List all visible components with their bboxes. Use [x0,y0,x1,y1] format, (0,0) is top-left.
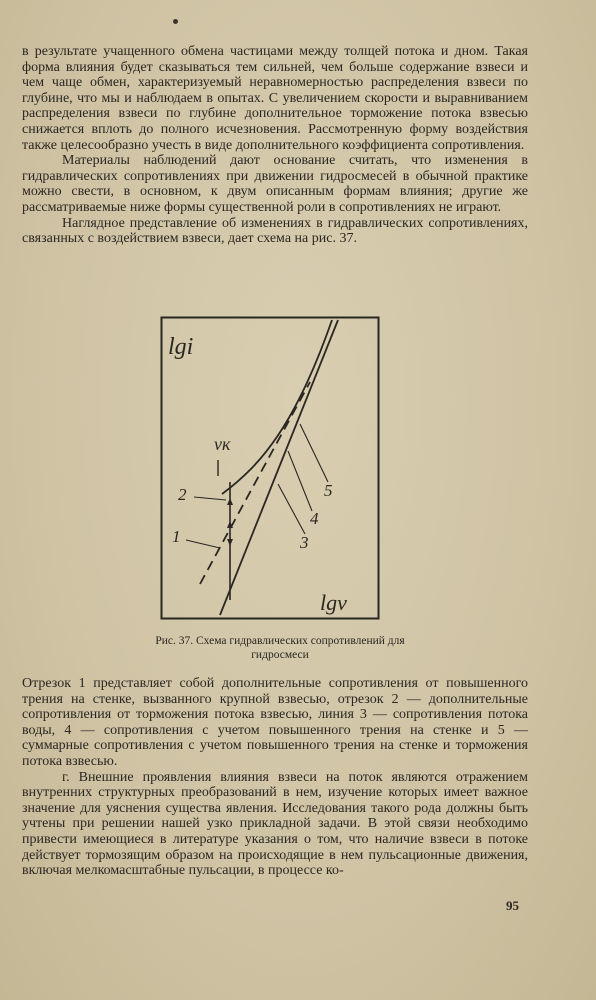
curve-label-3: 3 [300,533,309,552]
line-4 [200,382,310,584]
leader-3 [278,484,305,534]
text-block-lower [22,676,528,879]
curve-label-1: 1 [172,527,181,546]
leader-2 [194,497,226,500]
y-axis-label: lgi [168,334,194,360]
paragraph-5: г. Внешние проявления влияния взвеси на поток являются отражением внутренних структурных преобразований в нем, изучение которых имеет важное значение для уяснения существа явления. Исследования такого рода должны быть учтены при решении нашей узко прикладной задачи. В этой связи необходимо привести имеющиеся в литературе указания о том, что наличие взвеси в потоке действует тормозящим образом на происходящие в нем пульсационные движения, включая мелкомасштабные пульсации, в процессе ко- [22,769,528,879]
x-axis-label: lgv [320,590,347,615]
arrow-2-top [227,498,233,505]
line-3 [220,320,338,615]
page-mark [173,19,178,24]
caption-prefix: Рис. 37. [155,635,194,647]
critical-velocity-label: vк [214,434,231,454]
arrow-1-bottom [227,539,233,546]
leader-4 [288,451,312,511]
caption-text: Схема гидравлических сопротивлений для гидросмеси [195,635,405,661]
curve-label-4: 4 [310,509,319,528]
curve-5 [222,320,332,494]
paragraph-3: Наглядное представление об изменениях в гидравлических сопротивлениях, связанных с воздействием взвеси, дает схема на рис. 37. [22,215,528,247]
figure-37-diagram [160,316,380,620]
leader-5 [300,424,328,482]
text-block-upper [22,44,528,247]
figure-frame [162,318,379,619]
page-number: 95 [506,898,519,913]
curve-label-2: 2 [178,485,187,504]
leader-1 [186,540,220,548]
curve-label-5: 5 [324,481,333,500]
paragraph-2: Материалы наблюдений дают основание считать, что изменения в гидравлических сопротивлениях при движении гидросмесей в обычной практике можно свести, в основном, к двум описанным формам влияния; другие же рассматриваемые ниже формы существенной роли в сопротивлениях не играют. [22,153,528,215]
paragraph-4: Отрезок 1 представляет собой дополнительные сопротивления от повышенного трения на стенке, вызванного крупной взвесью, отрезок 2 — дополнительные сопротивления от торможения потока взвесью, линия 3 — сопротивления потока воды, 4 — сопротивления с учетом повышенного трения на стенке и 5 — суммарные сопротивления с учетом повышенного трения на стенке и торможения потока взвесью. [22,676,528,769]
paragraph-1: в результате учащенного обмена частицами между толщей потока и дном. Такая форма влияния будет сказываться тем сильней, чем больше содержание взвеси и чем чаще обмен, характеризуемый неравномерностью распределения взвеси по глубине, что мы и наблюдаем в опытах. С увеличением скорости и выравниванием распределения взвеси по глубине дополнительное торможение потока взвесью снижается вплоть до полного исчезновения. Рассмотренную форму воздействия также целесообразно учесть в виде дополнительного коэффициента сопротивления. [22,44,528,153]
figure-caption [140,634,420,662]
